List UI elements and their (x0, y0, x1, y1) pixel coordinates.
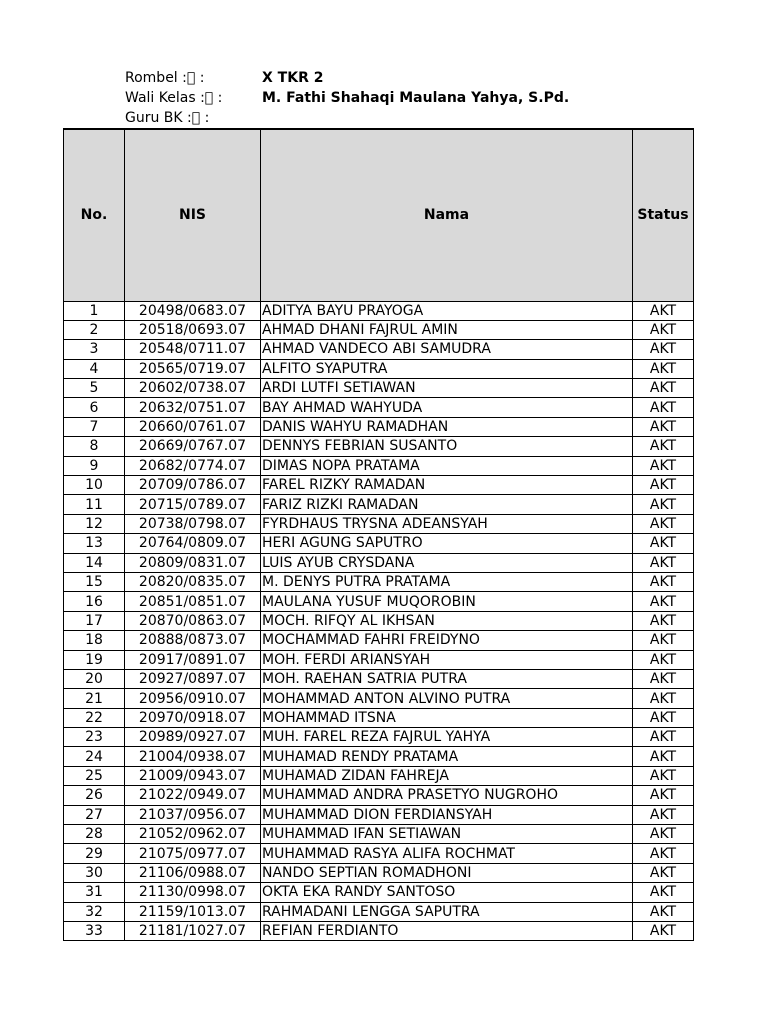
cell-nis: 20927/0897.07 (125, 669, 261, 688)
table-row (64, 476, 694, 495)
cell-nama: MUHAMMAD IFAN SETIAWAN (261, 825, 633, 844)
cell-nama: FAREL RIZKY RAMADAN (261, 476, 633, 495)
cell-no: 23 (64, 728, 125, 747)
cell-no: 11 (64, 495, 125, 514)
table-row (64, 379, 694, 398)
cell-nis: 20888/0873.07 (125, 631, 261, 650)
cell-nama: MOH. FERDI ARIANSYAH (261, 650, 633, 669)
cell-no: 7 (64, 417, 125, 436)
cell-no: 31 (64, 883, 125, 902)
table-row (64, 611, 694, 630)
cell-nis: 20851/0851.07 (125, 592, 261, 611)
table-row (64, 320, 694, 339)
cell-nis: 21106/0988.07 (125, 863, 261, 882)
cell-status: AKT (633, 379, 694, 398)
guru-bk-label: Guru BK :  : (125, 110, 210, 126)
table-row (64, 301, 694, 320)
table-row (64, 417, 694, 436)
cell-nis: 20738/0798.07 (125, 514, 261, 533)
table-row (64, 359, 694, 378)
cell-status: AKT (633, 301, 694, 320)
cell-nis: 20548/0711.07 (125, 340, 261, 359)
cell-nama: BAY AHMAD WAHYUDA (261, 398, 633, 417)
cell-status: AKT (633, 398, 694, 417)
table-row (64, 805, 694, 824)
cell-status: AKT (633, 476, 694, 495)
cell-no: 8 (64, 437, 125, 456)
cell-status: AKT (633, 708, 694, 727)
cell-nama: M. DENYS PUTRA PRATAMA (261, 572, 633, 591)
cell-no: 15 (64, 572, 125, 591)
cell-nis: 20764/0809.07 (125, 534, 261, 553)
table-row (64, 825, 694, 844)
cell-nama: MOHAMMAD ANTON ALVINO PUTRA (261, 689, 633, 708)
cell-nama: DANIS WAHYU RAMADHAN (261, 417, 633, 436)
cell-no: 13 (64, 534, 125, 553)
cell-status: AKT (633, 825, 694, 844)
table-row (64, 669, 694, 688)
cell-status: AKT (633, 495, 694, 514)
cell-nis: 21022/0949.07 (125, 786, 261, 805)
rombel-label: Rombel :  : (125, 70, 205, 86)
rombel-value: X TKR 2 (262, 70, 324, 86)
table-row (64, 398, 694, 417)
cell-nama: MOCH. RIFQY AL IKHSAN (261, 611, 633, 630)
cell-status: AKT (633, 572, 694, 591)
cell-status: AKT (633, 902, 694, 921)
table-row (64, 728, 694, 747)
table-row (64, 631, 694, 650)
column-header-nama: Nama (261, 129, 633, 301)
column-header-nis: NIS (125, 129, 261, 301)
cell-nama: OKTA EKA RANDY SANTOSO (261, 883, 633, 902)
cell-nama: ARDI LUTFI SETIAWAN (261, 379, 633, 398)
cell-no: 27 (64, 805, 125, 824)
cell-nama: AHMAD DHANI FAJRUL AMIN (261, 320, 633, 339)
cell-nis: 21009/0943.07 (125, 766, 261, 785)
cell-nis: 20682/0774.07 (125, 456, 261, 475)
cell-status: AKT (633, 437, 694, 456)
table-row (64, 437, 694, 456)
cell-status: AKT (633, 611, 694, 630)
cell-status: AKT (633, 766, 694, 785)
cell-nis: 20660/0761.07 (125, 417, 261, 436)
cell-status: AKT (633, 320, 694, 339)
cell-nis: 21130/0998.07 (125, 883, 261, 902)
column-header-status: Status (633, 129, 694, 301)
cell-status: AKT (633, 553, 694, 572)
cell-nama: NANDO SEPTIAN ROMADHONI (261, 863, 633, 882)
cell-no: 18 (64, 631, 125, 650)
cell-no: 9 (64, 456, 125, 475)
student-table (63, 128, 694, 941)
table-row (64, 553, 694, 572)
cell-status: AKT (633, 844, 694, 863)
cell-nama: MUHAMMAD RASYA ALIFA ROCHMAT (261, 844, 633, 863)
table-row (64, 922, 694, 941)
cell-status: AKT (633, 728, 694, 747)
cell-nama: MOHAMMAD ITSNA (261, 708, 633, 727)
cell-nama: DIMAS NOPA PRATAMA (261, 456, 633, 475)
cell-nama: ALFITO SYAPUTRA (261, 359, 633, 378)
cell-nama: MUHAMAD ZIDAN FAHREJA (261, 766, 633, 785)
cell-nama: ADITYA BAYU PRAYOGA (261, 301, 633, 320)
cell-no: 32 (64, 902, 125, 921)
cell-no: 17 (64, 611, 125, 630)
table-row (64, 592, 694, 611)
cell-nama: MOCHAMMAD FAHRI FREIDYNO (261, 631, 633, 650)
table-row (64, 650, 694, 669)
cell-nis: 20669/0767.07 (125, 437, 261, 456)
cell-status: AKT (633, 650, 694, 669)
cell-no: 3 (64, 340, 125, 359)
cell-nis: 20632/0751.07 (125, 398, 261, 417)
cell-nis: 21159/1013.07 (125, 902, 261, 921)
wali-kelas-value: M. Fathi Shahaqi Maulana Yahya, S.Pd. (262, 90, 570, 106)
cell-status: AKT (633, 417, 694, 436)
table-header-row (64, 129, 694, 301)
cell-no: 20 (64, 669, 125, 688)
cell-no: 22 (64, 708, 125, 727)
cell-nis: 21075/0977.07 (125, 844, 261, 863)
cell-nis: 20870/0863.07 (125, 611, 261, 630)
table-row (64, 786, 694, 805)
cell-status: AKT (633, 340, 694, 359)
cell-no: 21 (64, 689, 125, 708)
cell-nama: AHMAD VANDECO ABI SAMUDRA (261, 340, 633, 359)
cell-no: 4 (64, 359, 125, 378)
cell-nama: MAULANA YUSUF MUQOROBIN (261, 592, 633, 611)
cell-nis: 20715/0789.07 (125, 495, 261, 514)
table-row (64, 340, 694, 359)
cell-nis: 21181/1027.07 (125, 922, 261, 941)
cell-status: AKT (633, 883, 694, 902)
table-row (64, 708, 694, 727)
cell-nis: 20970/0918.07 (125, 708, 261, 727)
cell-nis: 20602/0738.07 (125, 379, 261, 398)
table-row (64, 766, 694, 785)
wali-kelas-label: Wali Kelas :  : (125, 90, 223, 106)
table-body (64, 301, 694, 941)
cell-nama: HERI AGUNG SAPUTRO (261, 534, 633, 553)
table-row (64, 844, 694, 863)
table-row (64, 689, 694, 708)
table-row (64, 572, 694, 591)
cell-nama: REFIAN FERDIANTO (261, 922, 633, 941)
cell-status: AKT (633, 456, 694, 475)
cell-nama: LUIS AYUB CRYSDANA (261, 553, 633, 572)
cell-no: 28 (64, 825, 125, 844)
cell-nis: 20518/0693.07 (125, 320, 261, 339)
cell-nis: 20498/0683.07 (125, 301, 261, 320)
table-row (64, 495, 694, 514)
cell-no: 5 (64, 379, 125, 398)
table-row (64, 863, 694, 882)
cell-nis: 21037/0956.07 (125, 805, 261, 824)
table-row (64, 747, 694, 766)
cell-nis: 20917/0891.07 (125, 650, 261, 669)
cell-nis: 20989/0927.07 (125, 728, 261, 747)
cell-status: AKT (633, 747, 694, 766)
column-header-no: No. (64, 129, 125, 301)
cell-nama: MUH. FAREL REZA FAJRUL YAHYA (261, 728, 633, 747)
cell-status: AKT (633, 922, 694, 941)
cell-status: AKT (633, 863, 694, 882)
cell-status: AKT (633, 689, 694, 708)
cell-nama: MUHAMAD RENDY PRATAMA (261, 747, 633, 766)
cell-nama: MUHAMMAD DION FERDIANSYAH (261, 805, 633, 824)
cell-nis: 21004/0938.07 (125, 747, 261, 766)
cell-no: 29 (64, 844, 125, 863)
cell-nama: FYRDHAUS TRYSNA ADEANSYAH (261, 514, 633, 533)
table-row (64, 883, 694, 902)
cell-no: 1 (64, 301, 125, 320)
cell-no: 14 (64, 553, 125, 572)
cell-no: 16 (64, 592, 125, 611)
table-row (64, 902, 694, 921)
cell-no: 24 (64, 747, 125, 766)
cell-nama: RAHMADANI LENGGA SAPUTRA (261, 902, 633, 921)
cell-no: 26 (64, 786, 125, 805)
cell-nama: DENNYS FEBRIAN SUSANTO (261, 437, 633, 456)
cell-no: 2 (64, 320, 125, 339)
cell-nis: 20809/0831.07 (125, 553, 261, 572)
cell-no: 10 (64, 476, 125, 495)
cell-nama: FARIZ RIZKI RAMADAN (261, 495, 633, 514)
cell-no: 30 (64, 863, 125, 882)
cell-no: 33 (64, 922, 125, 941)
table-row (64, 534, 694, 553)
cell-status: AKT (633, 786, 694, 805)
cell-nama: MUHAMMAD ANDRA PRASETYO NUGROHO (261, 786, 633, 805)
cell-nis: 21052/0962.07 (125, 825, 261, 844)
cell-nis: 20565/0719.07 (125, 359, 261, 378)
table-row (64, 456, 694, 475)
cell-status: AKT (633, 534, 694, 553)
cell-status: AKT (633, 359, 694, 378)
cell-nis: 20820/0835.07 (125, 572, 261, 591)
cell-status: AKT (633, 514, 694, 533)
cell-no: 12 (64, 514, 125, 533)
cell-status: AKT (633, 631, 694, 650)
cell-no: 19 (64, 650, 125, 669)
cell-status: AKT (633, 592, 694, 611)
cell-nama: MOH. RAEHAN SATRIA PUTRA (261, 669, 633, 688)
table-row (64, 514, 694, 533)
cell-status: AKT (633, 669, 694, 688)
cell-nis: 20709/0786.07 (125, 476, 261, 495)
cell-no: 6 (64, 398, 125, 417)
cell-no: 25 (64, 766, 125, 785)
cell-status: AKT (633, 805, 694, 824)
cell-nis: 20956/0910.07 (125, 689, 261, 708)
